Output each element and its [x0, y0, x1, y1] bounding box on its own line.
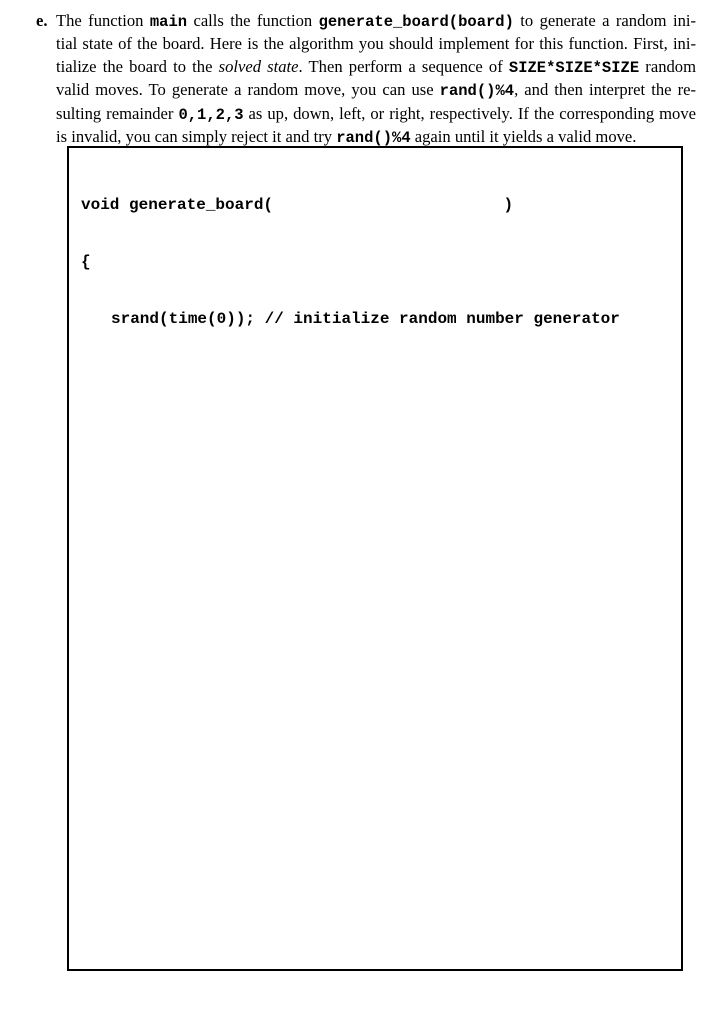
question-text-segment: as up, down, left, or right, respectively. If the corresponding move	[243, 103, 697, 123]
open-brace: {	[81, 253, 91, 271]
question-text-segment: calls the function	[187, 11, 319, 30]
function-signature: void generate_board( )	[81, 196, 514, 214]
question-text-segment: random	[639, 56, 696, 76]
question-e	[36, 10, 696, 149]
question-text-segment: to generate a random ini-	[513, 11, 697, 30]
question-text-segment: tialize the board to the	[56, 56, 219, 76]
question-text-segment: The function	[56, 11, 150, 30]
question-text-segment: again until it yields a valid move.	[410, 127, 637, 147]
inline-code: rand()%4	[336, 129, 411, 148]
question-line	[56, 103, 696, 126]
question-text	[56, 10, 696, 149]
question-line	[56, 10, 696, 33]
question-label: e.	[36, 11, 48, 30]
srand-statement: srand(time(0)); // initialize random number generator	[111, 310, 620, 328]
question-text-segment: . Then perform a sequence of	[298, 56, 509, 76]
question-line	[56, 33, 696, 55]
inline-code: 0,1,2,3	[178, 105, 244, 124]
answer-box[interactable]	[67, 146, 683, 971]
code-block	[81, 158, 620, 367]
emphasis-text: solved state	[218, 56, 299, 76]
question-text-segment: , and then interpret the re-	[514, 80, 696, 100]
question-text-segment: tial state of the board. Here is the algorithm you should implement for this function. First, ini-	[56, 34, 696, 54]
question-line	[56, 79, 696, 102]
inline-code: main	[149, 13, 188, 31]
question-text-segment: valid moves. To generate a random move, you can use	[56, 80, 440, 100]
inline-code: generate_board(board)	[318, 13, 514, 31]
inline-code: SIZE*SIZE*SIZE	[508, 58, 640, 77]
question-line	[56, 56, 696, 79]
question-text-segment: is invalid, you can simply reject it and try	[56, 127, 337, 147]
inline-code: rand()%4	[439, 82, 515, 101]
question-text-segment: sulting remainder	[56, 103, 179, 123]
